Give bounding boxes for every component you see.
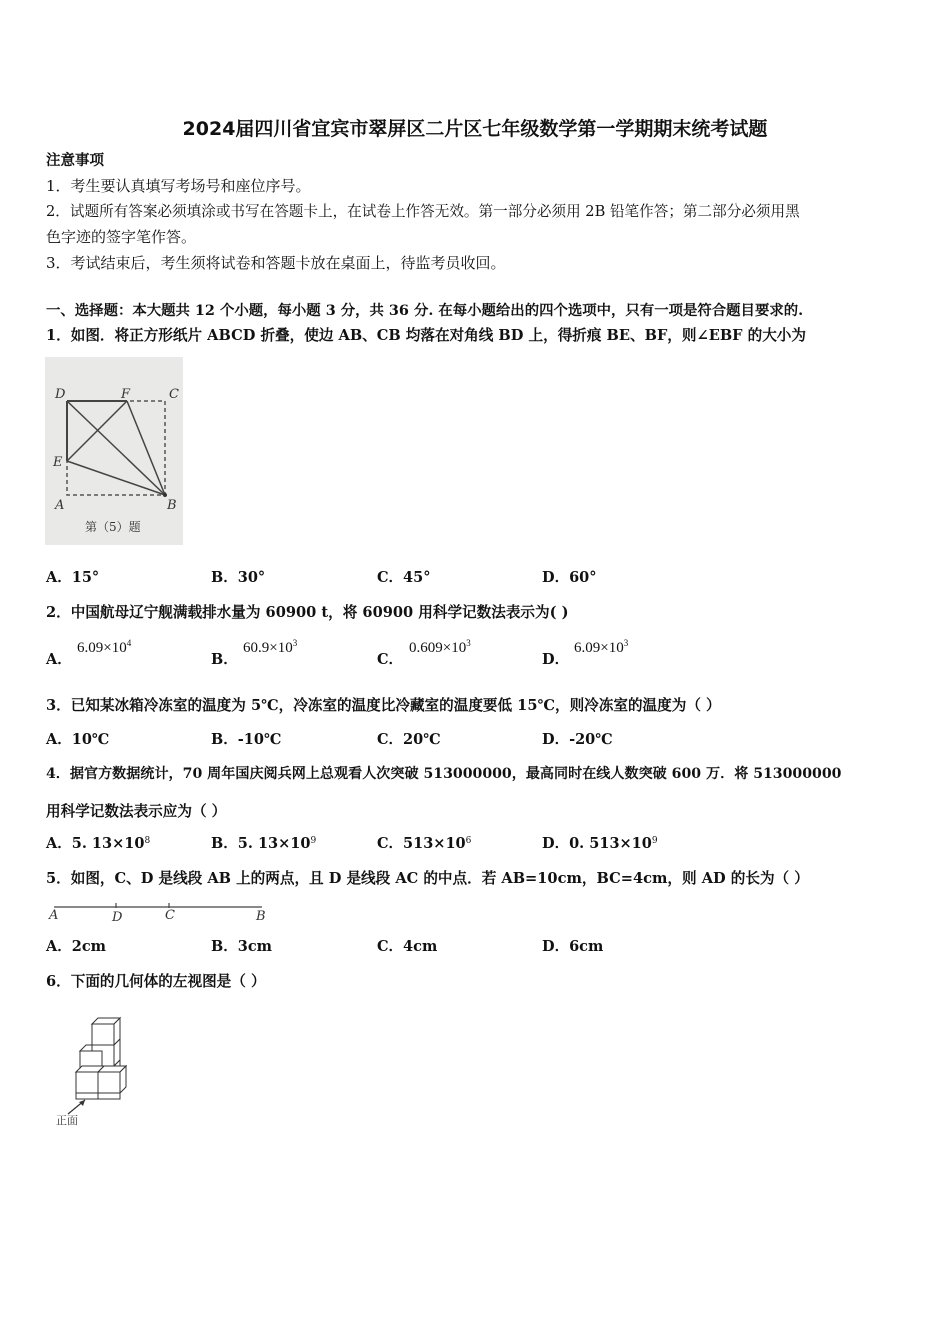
q4-option-b: B．5. $13\times 10^9$ [211, 835, 317, 852]
q1-option-b: B．30° [211, 569, 266, 586]
q5-option-a: A．2cm [46, 938, 107, 955]
q1-option-d: D．60° [542, 569, 597, 586]
q4-option-d: D．0. $513\times 10^9$ [542, 835, 658, 852]
q2-option-c: $0.609\times 10^3$ [409, 638, 471, 656]
seg-label-b: B [256, 909, 266, 924]
notice-heading: 注意事项 [46, 153, 104, 169]
q4-option-c: C．$513\times 10^6$ [377, 835, 472, 852]
q2-option-a: $6.09\times 10^4$ [77, 638, 132, 656]
seg-label-c: C [165, 908, 175, 923]
q5-option-c: C．4cm [377, 938, 438, 955]
q3-option-c: C．20℃ [377, 731, 441, 748]
fig-caption: 第（5）题 [85, 520, 141, 534]
fig-label-f: F [121, 387, 131, 402]
seg-label-a: A [49, 908, 59, 923]
q1-option-a: A．15° [46, 569, 100, 586]
q2-letter-b: B． [211, 651, 238, 668]
q3-option-d: D．-20℃ [542, 731, 613, 748]
q2-letter-c: C． [377, 651, 404, 668]
fig-label-b: B [167, 498, 177, 513]
seg-label-d: D [112, 910, 123, 925]
q3-option-a: A．10℃ [46, 731, 110, 748]
q5-segment-figure [44, 899, 274, 925]
section-heading: 一、选择题：本大题共 12 个小题，每小题 3 分，共 36 分. 在每小题给出的四个选项中，只有一项是符合题目要求的. [46, 302, 804, 319]
q2-option-d: $6.09\times 10^3$ [574, 638, 629, 656]
q4-option-a: A．5. $13\times 10^8$ [46, 835, 151, 852]
fig-label-e: E [53, 455, 63, 470]
q2-stem: 2．中国航母辽宁舰满载排水量为 60900 t，将 60900 用科学记数法表示为( ) [46, 604, 569, 621]
q5-option-d: D．6cm [542, 938, 604, 955]
q2-letter-a: A． [46, 651, 72, 668]
q1-stem: 1．如图．将正方形纸片 ABCD 折叠，使边 AB、CB 均落在对角线 BD 上，得折痕 BE、BF，则∠EBF 的大小为 [46, 327, 806, 344]
q3-option-b: B．-10℃ [211, 731, 282, 748]
q6-stem: 6．下面的几何体的左视图是（ ） [46, 973, 266, 990]
notice-item-2a: 2．试题所有答案必须填涂或书写在答题卡上，在试卷上作答无效。第一部分必须用 2B 铅笔作答；第二部分必须用黑 [46, 203, 800, 220]
fig-label-d: D [55, 387, 66, 402]
page-title: 2024届四川省宜宾市翠屏区二片区七年级数学第一学期期末统考试题 [182, 118, 768, 140]
notice-item-3: 3．考试结束后，考生须将试卷和答题卡放在桌面上，待监考员收回。 [46, 254, 506, 272]
q6-cube-figure [50, 1014, 140, 1129]
q4-stem-line1: 4．据官方数据统计，70 周年国庆阅兵网上总观看人次突破 513000000，最高同时在线人数突破 600 万．将 513000000 [46, 766, 842, 782]
notice-item-1: 1．考生要认真填写考场号和座位序号。 [46, 177, 311, 195]
q5-stem: 5．如图，C、D 是线段 AB 上的两点，且 D 是线段 AC 的中点．若 AB=10cm，BC=4cm，则 AD 的长为（ ） [46, 870, 809, 887]
fig-label-c: C [169, 387, 179, 402]
q2-letter-d: D． [542, 651, 570, 668]
fig-label-a: A [55, 498, 65, 513]
notice-item-2b: 色字迹的签字笔作答。 [46, 228, 197, 246]
q1-option-c: C．45° [377, 569, 431, 586]
q3-stem: 3．已知某冰箱冷冻室的温度为 5℃，冷冻室的温度比冷藏室的温度要低 15℃，则冷冻室的温度为（ ） [46, 697, 721, 714]
front-label: 正面 [56, 1114, 78, 1127]
q2-option-b: $60.9\times 10^3$ [243, 638, 298, 656]
q5-option-b: B．3cm [211, 938, 273, 955]
q4-stem-line2: 用科学记数法表示应为（ ） [46, 803, 227, 820]
q1-figure [45, 357, 183, 545]
